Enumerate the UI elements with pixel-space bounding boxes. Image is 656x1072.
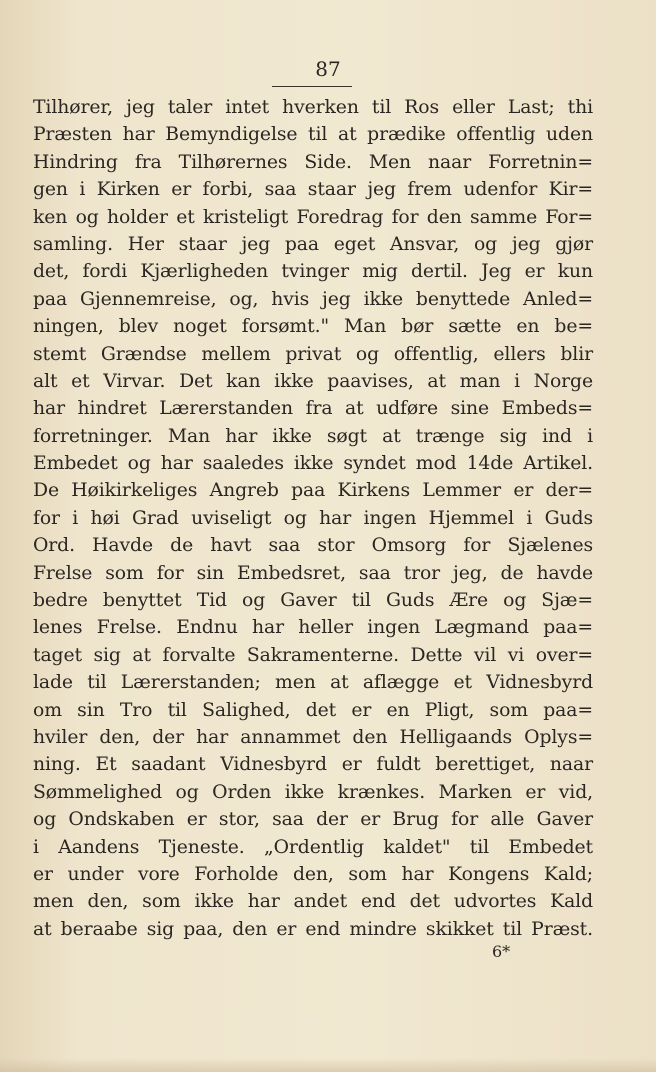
text-line: har hindret Lærerstanden fra at udføre sine Embeds= — [33, 398, 593, 420]
text-line: at beraabe sig paa, den er end mindre skikket til Præst. — [33, 918, 593, 940]
text-line: er under vore Forholde den, som har Kongens Kald; — [33, 863, 593, 885]
text-line: Frelse som for sin Embedsret, saa tror jeg, de havde — [33, 562, 593, 584]
text-line: forretninger. Man har ikke søgt at trænge sig ind i — [33, 425, 593, 447]
text-line: ningen, blev noget forsømt." Man bør sætte en be= — [33, 316, 593, 338]
signature-mark: 6* — [492, 942, 511, 961]
page-number: 87 — [315, 57, 341, 81]
text-line: hviler den, der har annammet den Helligaands Oplys= — [33, 726, 593, 748]
text-line: ning. Et saadant Vidnesbyrd er fuldt berettiget, naar — [33, 754, 593, 776]
text-line: Tilhører, jeg taler intet hverken til Ros eller Last; thi — [33, 97, 593, 118]
text-line: Ord. Havde de havt saa stor Omsorg for Sjælenes — [33, 535, 593, 557]
text-line: lade til Lærerstanden; men at aflægge et Vidnesbyrd — [33, 672, 593, 694]
text-line: Embedet og har saaledes ikke syndet mod 14de Artikel. — [33, 453, 593, 475]
text-line: lenes Frelse. Endnu har heller ingen Lægmand paa= — [33, 617, 593, 639]
text-line: taget sig at forvalte Sakramenterne. Dette vil vi over= — [33, 644, 593, 666]
text-line: det, fordi Kjærligheden tvinger mig dertil. Jeg er kun — [33, 261, 593, 283]
text-line: bedre benyttet Tid og Gaver til Guds Ære og Sjæ= — [33, 590, 593, 612]
text-line: i Aandens Tjeneste. „Ordentlig kaldet" til Embedet — [33, 836, 593, 858]
text-line: samling. Her staar jeg paa eget Ansvar, og jeg gjør — [33, 233, 593, 255]
header-rule — [272, 86, 352, 87]
text-line: om sin Tro til Salighed, det er en Pligt, som paa= — [33, 699, 593, 721]
text-line: ken og holder et kristeligt Foredrag for den samme For= — [33, 206, 593, 228]
body-text — [33, 94, 593, 943]
text-line: Sømmelighed og Orden ikke krænkes. Marken er vid, — [33, 781, 593, 803]
text-line: alt et Virvar. Det kan ikke paavises, at man i Norge — [33, 370, 593, 392]
text-line: paa Gjennemreise, og, hvis jeg ikke benyttede Anled= — [33, 288, 593, 310]
text-line: De Høikirkeliges Angreb paa Kirkens Lemmer er der= — [33, 480, 593, 502]
text-line: men den, som ikke har andet end det udvortes Kald — [33, 891, 593, 913]
text-line: Præsten har Bemyndigelse til at prædike offentlig uden — [33, 124, 593, 146]
text-line: stemt Grændse mellem privat og offentlig, ellers blir — [33, 343, 593, 365]
text-line: gen i Kirken er forbi, saa staar jeg frem udenfor Kir= — [33, 179, 593, 201]
text-line: Hindring fra Tilhørernes Side. Men naar Forretnin= — [33, 151, 593, 173]
text-line: og Ondskaben er stor, saa der er Brug for alle Gaver — [33, 809, 593, 831]
page-bottom-edge — [0, 1058, 656, 1072]
text-line: for i høi Grad uviseligt og har ingen Hjemmel i Guds — [33, 507, 593, 529]
